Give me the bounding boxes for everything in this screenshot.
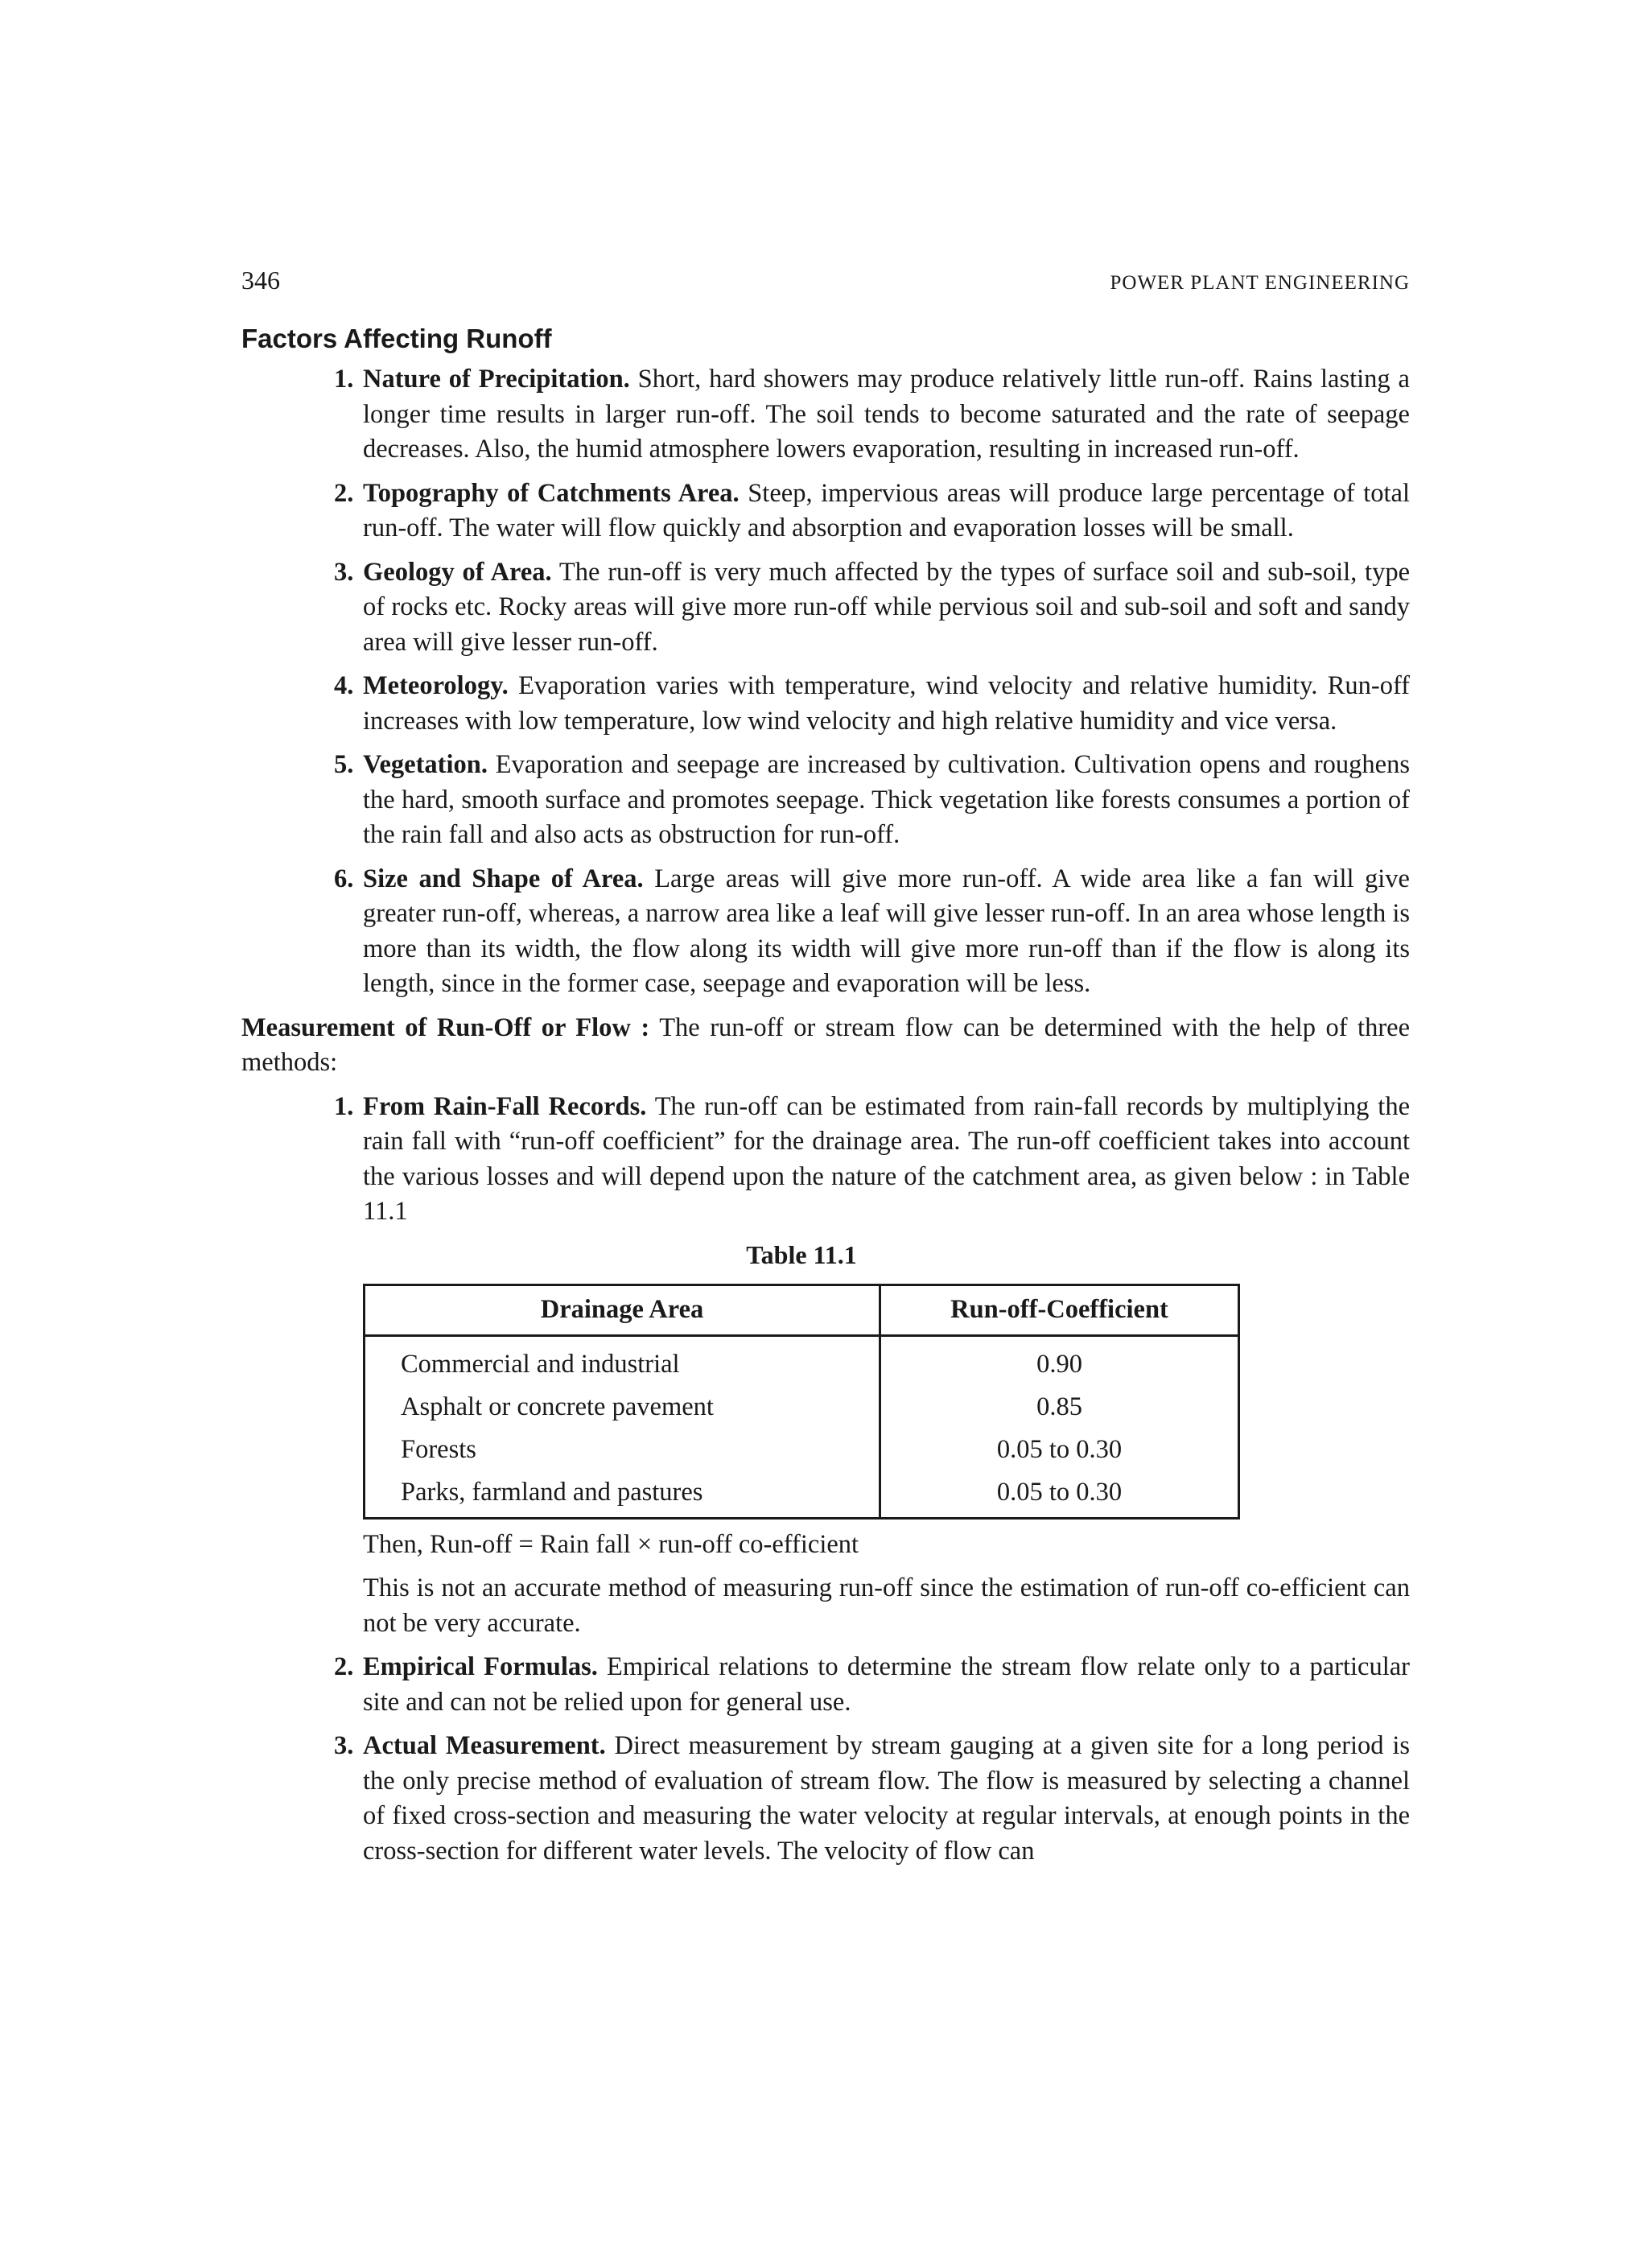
page [241, 266, 1410, 1878]
table-row [365, 1471, 1239, 1519]
table-block [363, 1239, 1240, 1520]
item-text: Large areas will give more run-off. A wide area like a fan will give greater run-off, whereas, a narrow area like a leaf will give lesser run-off. In an area whose length is more than its width, the flow along its width will give more run-off than if the flow is along its length, since in the former case, seepage and evaporation will be less. [363, 864, 1410, 998]
column-header: Run-off-Coefficient [880, 1285, 1239, 1335]
list-item [334, 1090, 1410, 1230]
list-item [334, 1650, 1410, 1720]
table-cell: Forests [365, 1429, 880, 1471]
item-title: Meteorology. [363, 671, 509, 700]
item-text: Evaporation and seepage are increased by cultivation. Cultivation opens and roughens the hard, smooth surface and promotes seepage. Thick vegetation like forests consumes a portion of the rain fall and also acts as obstruction for run-off. [363, 750, 1411, 849]
item-text: Empirical relations to determine the stream flow relate only to a particular site and can not be relied upon for general use. [363, 1652, 1410, 1717]
table-caption: Table 11.1 [746, 1239, 857, 1269]
item-title: Size and Shape of Area. [363, 864, 644, 893]
item-number: 2. [334, 478, 354, 508]
item-title: From Rain-Fall Records. [363, 1091, 647, 1121]
table-header-row [365, 1285, 1239, 1335]
methods-list-continued [241, 1650, 1410, 1869]
list-item [334, 362, 1410, 468]
item-number: 3. [334, 1731, 354, 1760]
after-table-text [363, 1528, 1410, 1642]
table-cell: 0.85 [1036, 1392, 1082, 1421]
list-item [334, 862, 1410, 1002]
list-item [334, 476, 1410, 546]
page-number: 346 [241, 266, 280, 295]
measurement-paragraph [241, 1011, 1410, 1081]
item-text: Short, hard showers may produce relatively little run-off. Rains lasting a longer time results in larger run-off. The soil tends to become saturated and the rate of seepage decreases. Also, the humid atmosphere lowers evaporation, resulting in increased run-off. [363, 365, 1410, 464]
table-cell: 0.05 to 0.30 [996, 1434, 1123, 1464]
formula-line: Then, Run-off = Rain fall × run-off co-efficient [363, 1529, 859, 1559]
table-cell: Asphalt or concrete pavement [365, 1386, 880, 1429]
accuracy-note: This is not an accurate method of measuring run-off since the estimation of run-off co-efficient can not be very accurate. [363, 1573, 1410, 1638]
item-number: 4. [334, 671, 354, 700]
item-number: 3. [334, 557, 354, 587]
page-header [241, 266, 1410, 306]
item-title: Actual Measurement. [363, 1731, 606, 1760]
item-text: Direct measurement by stream gauging at a given site for a long period is the only precise method of evaluation of stream flow. The flow is measured by selecting a channel of fixed cross-section and measuring the water velocity at regular intervals, at enough points in the cross-section for different water levels. The velocity of flow can [363, 1731, 1411, 1866]
table-cell: Commercial and industrial [365, 1335, 880, 1386]
item-number: 1. [334, 1091, 354, 1121]
list-item [334, 1729, 1410, 1869]
column-header: Drainage Area [365, 1285, 880, 1335]
list-item [334, 555, 1410, 661]
item-text: The run-off is very much affected by the types of surface soil and sub-soil, type of rocks etc. Rocky areas will give more run-off while pervious soil and sub-soil and soft and sandy area will give lesser run-off. [363, 557, 1410, 657]
table-cell: 0.90 [1036, 1349, 1082, 1379]
item-title: Nature of Precipitation. [363, 365, 630, 394]
table-row [365, 1335, 1239, 1386]
table-row [365, 1386, 1239, 1429]
item-text: Steep, impervious areas will produce large percentage of total run-off. The water will flow quickly and absorption and evaporation losses will be small. [363, 478, 1410, 542]
measurement-title: Measurement of Run-Off or Flow : [241, 1012, 650, 1042]
item-text: Evaporation varies with temperature, wind velocity and relative humidity. Run-off increases with low temperature, low wind velocity and high relative humidity and vice versa. [363, 671, 1411, 736]
item-number: 2. [334, 1652, 354, 1681]
item-title: Geology of Area. [363, 557, 552, 587]
section-title: Factors Affecting Runoff [241, 324, 552, 353]
item-number: 6. [334, 864, 354, 893]
item-title: Empirical Formulas. [363, 1652, 598, 1681]
item-text: The run-off can be estimated from rain-fall records by multiplying the rain fall with “run-off coefficient” for the drainage area. The run-off coefficient takes into account the various losses and will depend upon the nature of the catchment area, as given below : in Table 11.1 [363, 1091, 1410, 1226]
methods-list [241, 1090, 1410, 1230]
item-title: Topography of Catchments Area. [363, 478, 740, 508]
running-title: POWER PLANT ENGINEERING [1110, 272, 1410, 294]
factors-list [241, 362, 1410, 1002]
table-cell: 0.05 to 0.30 [996, 1477, 1123, 1507]
list-item [334, 669, 1410, 739]
table-cell: Parks, farmland and pastures [365, 1471, 880, 1519]
item-title: Vegetation. [363, 750, 488, 779]
list-item [334, 748, 1410, 853]
item-number: 5. [334, 750, 354, 779]
runoff-table [363, 1284, 1240, 1520]
item-number: 1. [334, 365, 354, 394]
table-row [365, 1429, 1239, 1471]
measurement-text: The run-off or stream flow can be determined with the help of three methods: [241, 1012, 1411, 1077]
